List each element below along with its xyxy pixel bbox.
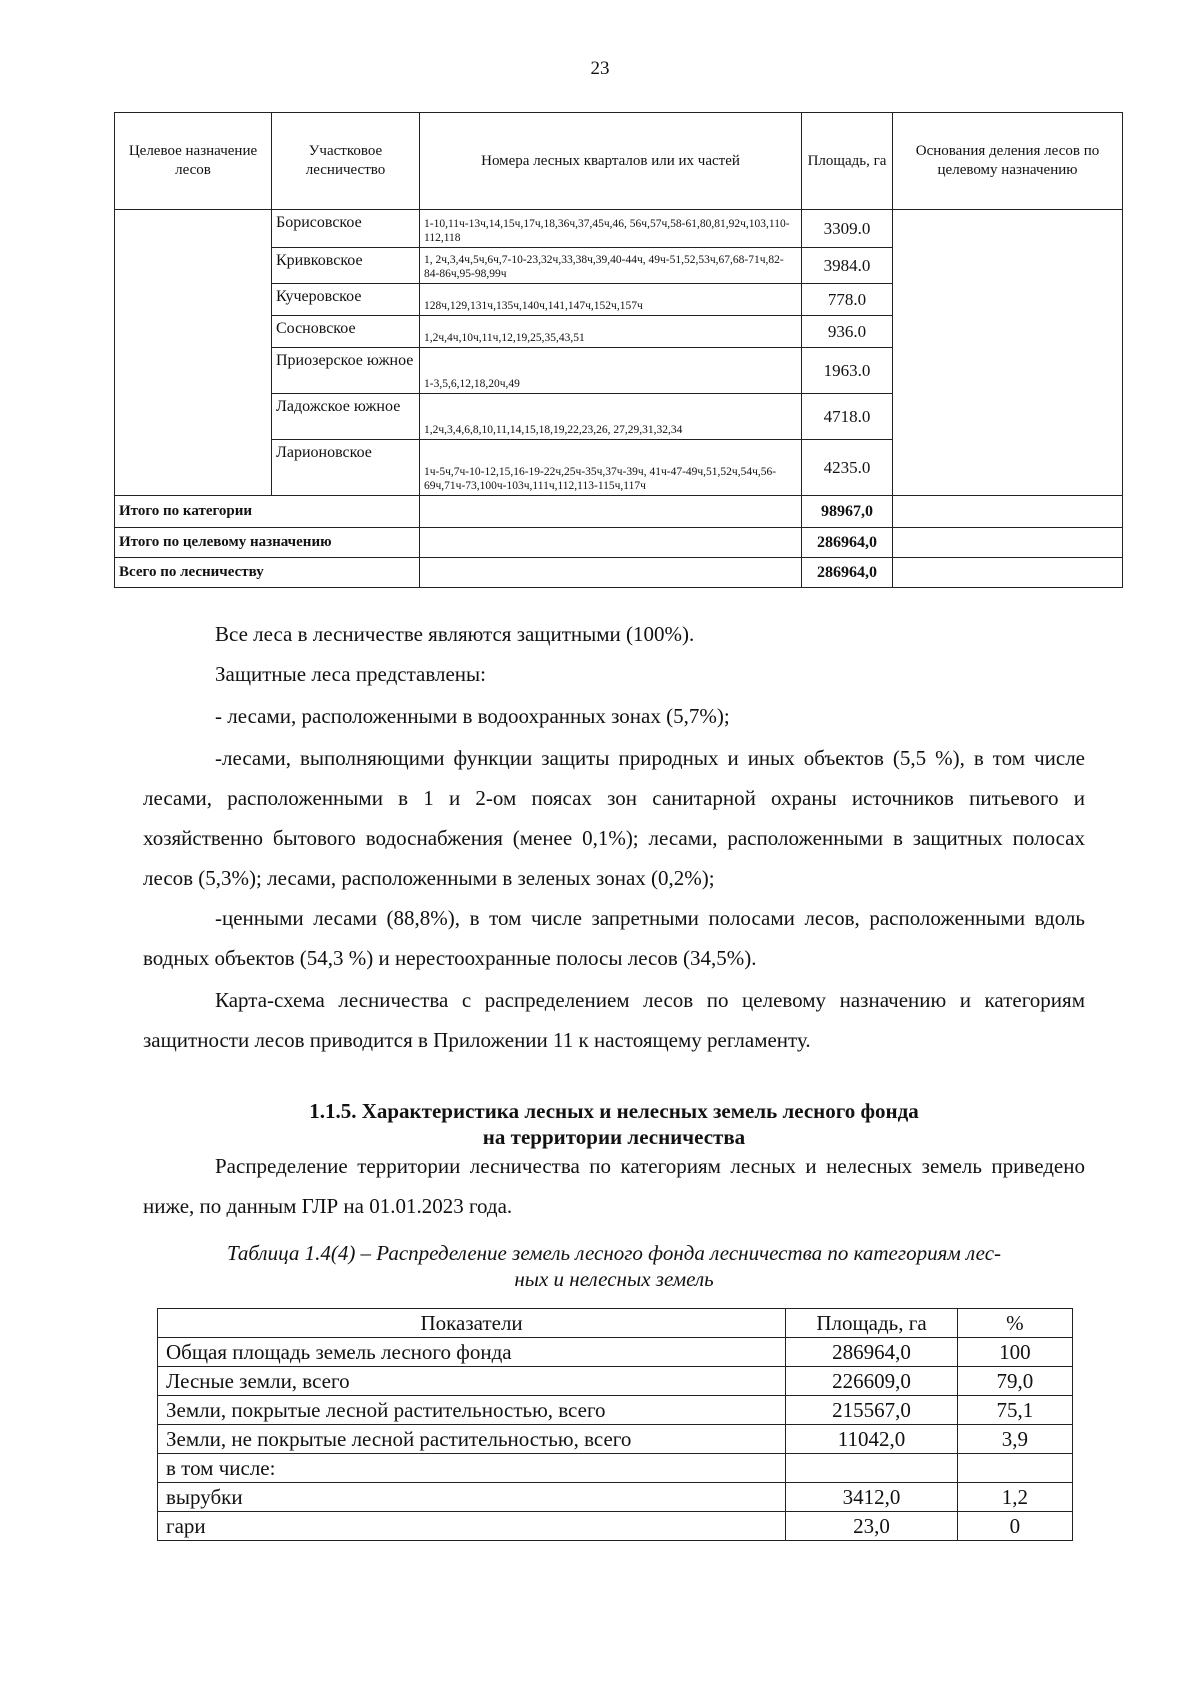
quarters-cell: 1,2ч,4ч,10ч,11ч,12,19,25,35,43,51: [420, 316, 802, 348]
purpose-cell: [115, 210, 272, 496]
empty-cell: [420, 528, 802, 558]
area-cell: 3984.0: [802, 248, 893, 284]
basis-cell: [893, 210, 1123, 496]
total-label: Всего по лесничеству: [115, 558, 420, 588]
table-row: [158, 1512, 1073, 1541]
total-row: [115, 558, 1123, 588]
percent-cell: [957, 1454, 1072, 1483]
table-caption: [143, 1240, 1085, 1292]
col-header-basis: Основания деления лесов по целевому назначению: [893, 113, 1123, 210]
table-row: [158, 1425, 1073, 1454]
empty-cell: [893, 558, 1123, 588]
area-cell: 3412,0: [786, 1483, 958, 1512]
paragraph: Карта-схема лесничества с распределением лесов по целевому назначению и категориям защитности лесов приводится в Приложении 11 к настоящему регламенту.: [143, 988, 1085, 1052]
area-cell: 3309.0: [802, 210, 893, 248]
table-header-row: [158, 1309, 1073, 1338]
land-categories-table: [157, 1308, 1073, 1541]
caption-line: Таблица 1.4(4) – Распределение земель лесного фонда лесничества по категориям лес-: [226, 1241, 1002, 1265]
col-header-indicator: Показатели: [158, 1309, 786, 1338]
empty-cell: [420, 558, 802, 588]
heading-line: на территории лесничества: [482, 1125, 746, 1149]
total-row: [115, 496, 1123, 528]
district-cell: Приозерское южное: [272, 348, 420, 394]
paragraph: -лесами, выполняющими функции защиты природных и иных объектов (5,5 %), в том числе лесами, расположенными в 1 и 2-ом поясах зон санитарной охраны источников питьевого и хозяйственно бытового водоснабжения (менее 0,1%); лесами, расположенными в защитных полосах лесов (5,3%); лесами, расположенными в зеленых зонах (0,2%);: [143, 746, 1085, 890]
page-number: 23: [590, 58, 610, 79]
empty-cell: [420, 496, 802, 528]
col-header-quarters: Номера лесных кварталов или их частей: [420, 113, 802, 210]
forest-purpose-table: [114, 112, 1123, 588]
quarters-cell: 1, 2ч,3,4ч,5ч,6ч,7-10-23,32ч,33,38ч,39,40-44ч, 49ч-51,52,53ч,67,68-71ч,82-84-86ч,95-98,99ч: [420, 248, 802, 284]
table-row: [158, 1367, 1073, 1396]
district-cell: Кучеровское: [272, 284, 420, 316]
table-row: [158, 1396, 1073, 1425]
district-cell: Ладожское южное: [272, 394, 420, 440]
caption-line: ных и нелесных земель: [514, 1267, 714, 1291]
quarters-cell: 1-3,5,6,12,18,20ч,49: [420, 348, 802, 394]
area-cell: 11042,0: [786, 1425, 958, 1454]
col-header-area: Площадь, га: [802, 113, 893, 210]
empty-cell: [893, 528, 1123, 558]
col-header-district: Участковое лесничество: [272, 113, 420, 210]
area-cell: 215567,0: [786, 1396, 958, 1425]
col-header-percent: %: [957, 1309, 1072, 1338]
indicator-cell: Земли, покрытые лесной растительностью, всего: [158, 1396, 786, 1425]
percent-cell: 0: [957, 1512, 1072, 1541]
paragraph: Все леса в лесничестве являются защитными (100%).: [215, 622, 695, 646]
paragraph: - лесами, расположенными в водоохранных зонах (5,7%);: [215, 704, 730, 728]
table-row: [158, 1338, 1073, 1367]
district-cell: Борисовское: [272, 210, 420, 248]
area-cell: 936.0: [802, 316, 893, 348]
paragraph: -ценными лесами (88,8%), в том числе запретными полосами лесов, расположенными вдоль водных объектов (54,3 %) и нерестоохранные полосы лесов (34,5%).: [143, 906, 1085, 970]
percent-cell: 100: [957, 1338, 1072, 1367]
percent-cell: 75,1: [957, 1396, 1072, 1425]
col-header-area: Площадь, га: [786, 1309, 958, 1338]
area-cell: 23,0: [786, 1512, 958, 1541]
paragraph: Распределение территории лесничества по категориям лесных и нелесных земель приведено ниже, по данным ГЛР на 01.01.2023 года.: [143, 1154, 1085, 1218]
section-heading: [143, 1098, 1085, 1150]
indicator-cell: вырубки: [158, 1483, 786, 1512]
total-area: 98967,0: [802, 496, 893, 528]
area-cell: [786, 1454, 958, 1483]
table-row: [158, 1483, 1073, 1512]
heading-line: 1.1.5. Характеристика лесных и нелесных земель лесного фонда: [309, 1099, 919, 1123]
quarters-cell: 1,2ч,3,4,6,8,10,11,14,15,18,19,22,23,26, 27,29,31,32,34: [420, 394, 802, 440]
area-cell: 4235.0: [802, 440, 893, 496]
total-row: [115, 528, 1123, 558]
quarters-cell: 1-10,11ч-13ч,14,15ч,17ч,18,36ч,37,45ч,46, 56ч,57ч,58-61,80,81,92ч,103,110-112,118: [420, 210, 802, 248]
col-header-purpose: Целевое назначение лесов: [115, 113, 272, 210]
quarters-cell: 128ч,129,131ч,135ч,140ч,141,147ч,152ч,157ч: [420, 284, 802, 316]
area-cell: 226609,0: [786, 1367, 958, 1396]
total-area: 286964,0: [802, 558, 893, 588]
total-label: Итого по целевому назначению: [115, 528, 420, 558]
indicator-cell: в том числе:: [158, 1454, 786, 1483]
quarters-cell: 1ч-5ч,7ч-10-12,15,16-19-22ч,25ч-35ч,37ч-39ч, 41ч-47-49ч,51,52ч,54ч,56-69ч,71ч-73,100ч-103ч,111ч,112,113-115ч,117ч: [420, 440, 802, 496]
district-cell: Кривковское: [272, 248, 420, 284]
indicator-cell: Лесные земли, всего: [158, 1367, 786, 1396]
percent-cell: 3,9: [957, 1425, 1072, 1454]
percent-cell: 79,0: [957, 1367, 1072, 1396]
empty-cell: [893, 496, 1123, 528]
indicator-cell: гари: [158, 1512, 786, 1541]
district-cell: Ларионовское: [272, 440, 420, 496]
district-cell: Сосновское: [272, 316, 420, 348]
area-cell: 4718.0: [802, 394, 893, 440]
table-row: [115, 210, 1123, 248]
indicator-cell: Общая площадь земель лесного фонда: [158, 1338, 786, 1367]
total-area: 286964,0: [802, 528, 893, 558]
area-cell: 778.0: [802, 284, 893, 316]
table-header-row: [115, 113, 1123, 210]
percent-cell: 1,2: [957, 1483, 1072, 1512]
paragraph: Защитные леса представлены:: [215, 662, 486, 686]
area-cell: 286964,0: [786, 1338, 958, 1367]
total-label: Итого по категории: [115, 496, 420, 528]
indicator-cell: Земли, не покрытые лесной растительностью, всего: [158, 1425, 786, 1454]
area-cell: 1963.0: [802, 348, 893, 394]
table-row: [158, 1454, 1073, 1483]
